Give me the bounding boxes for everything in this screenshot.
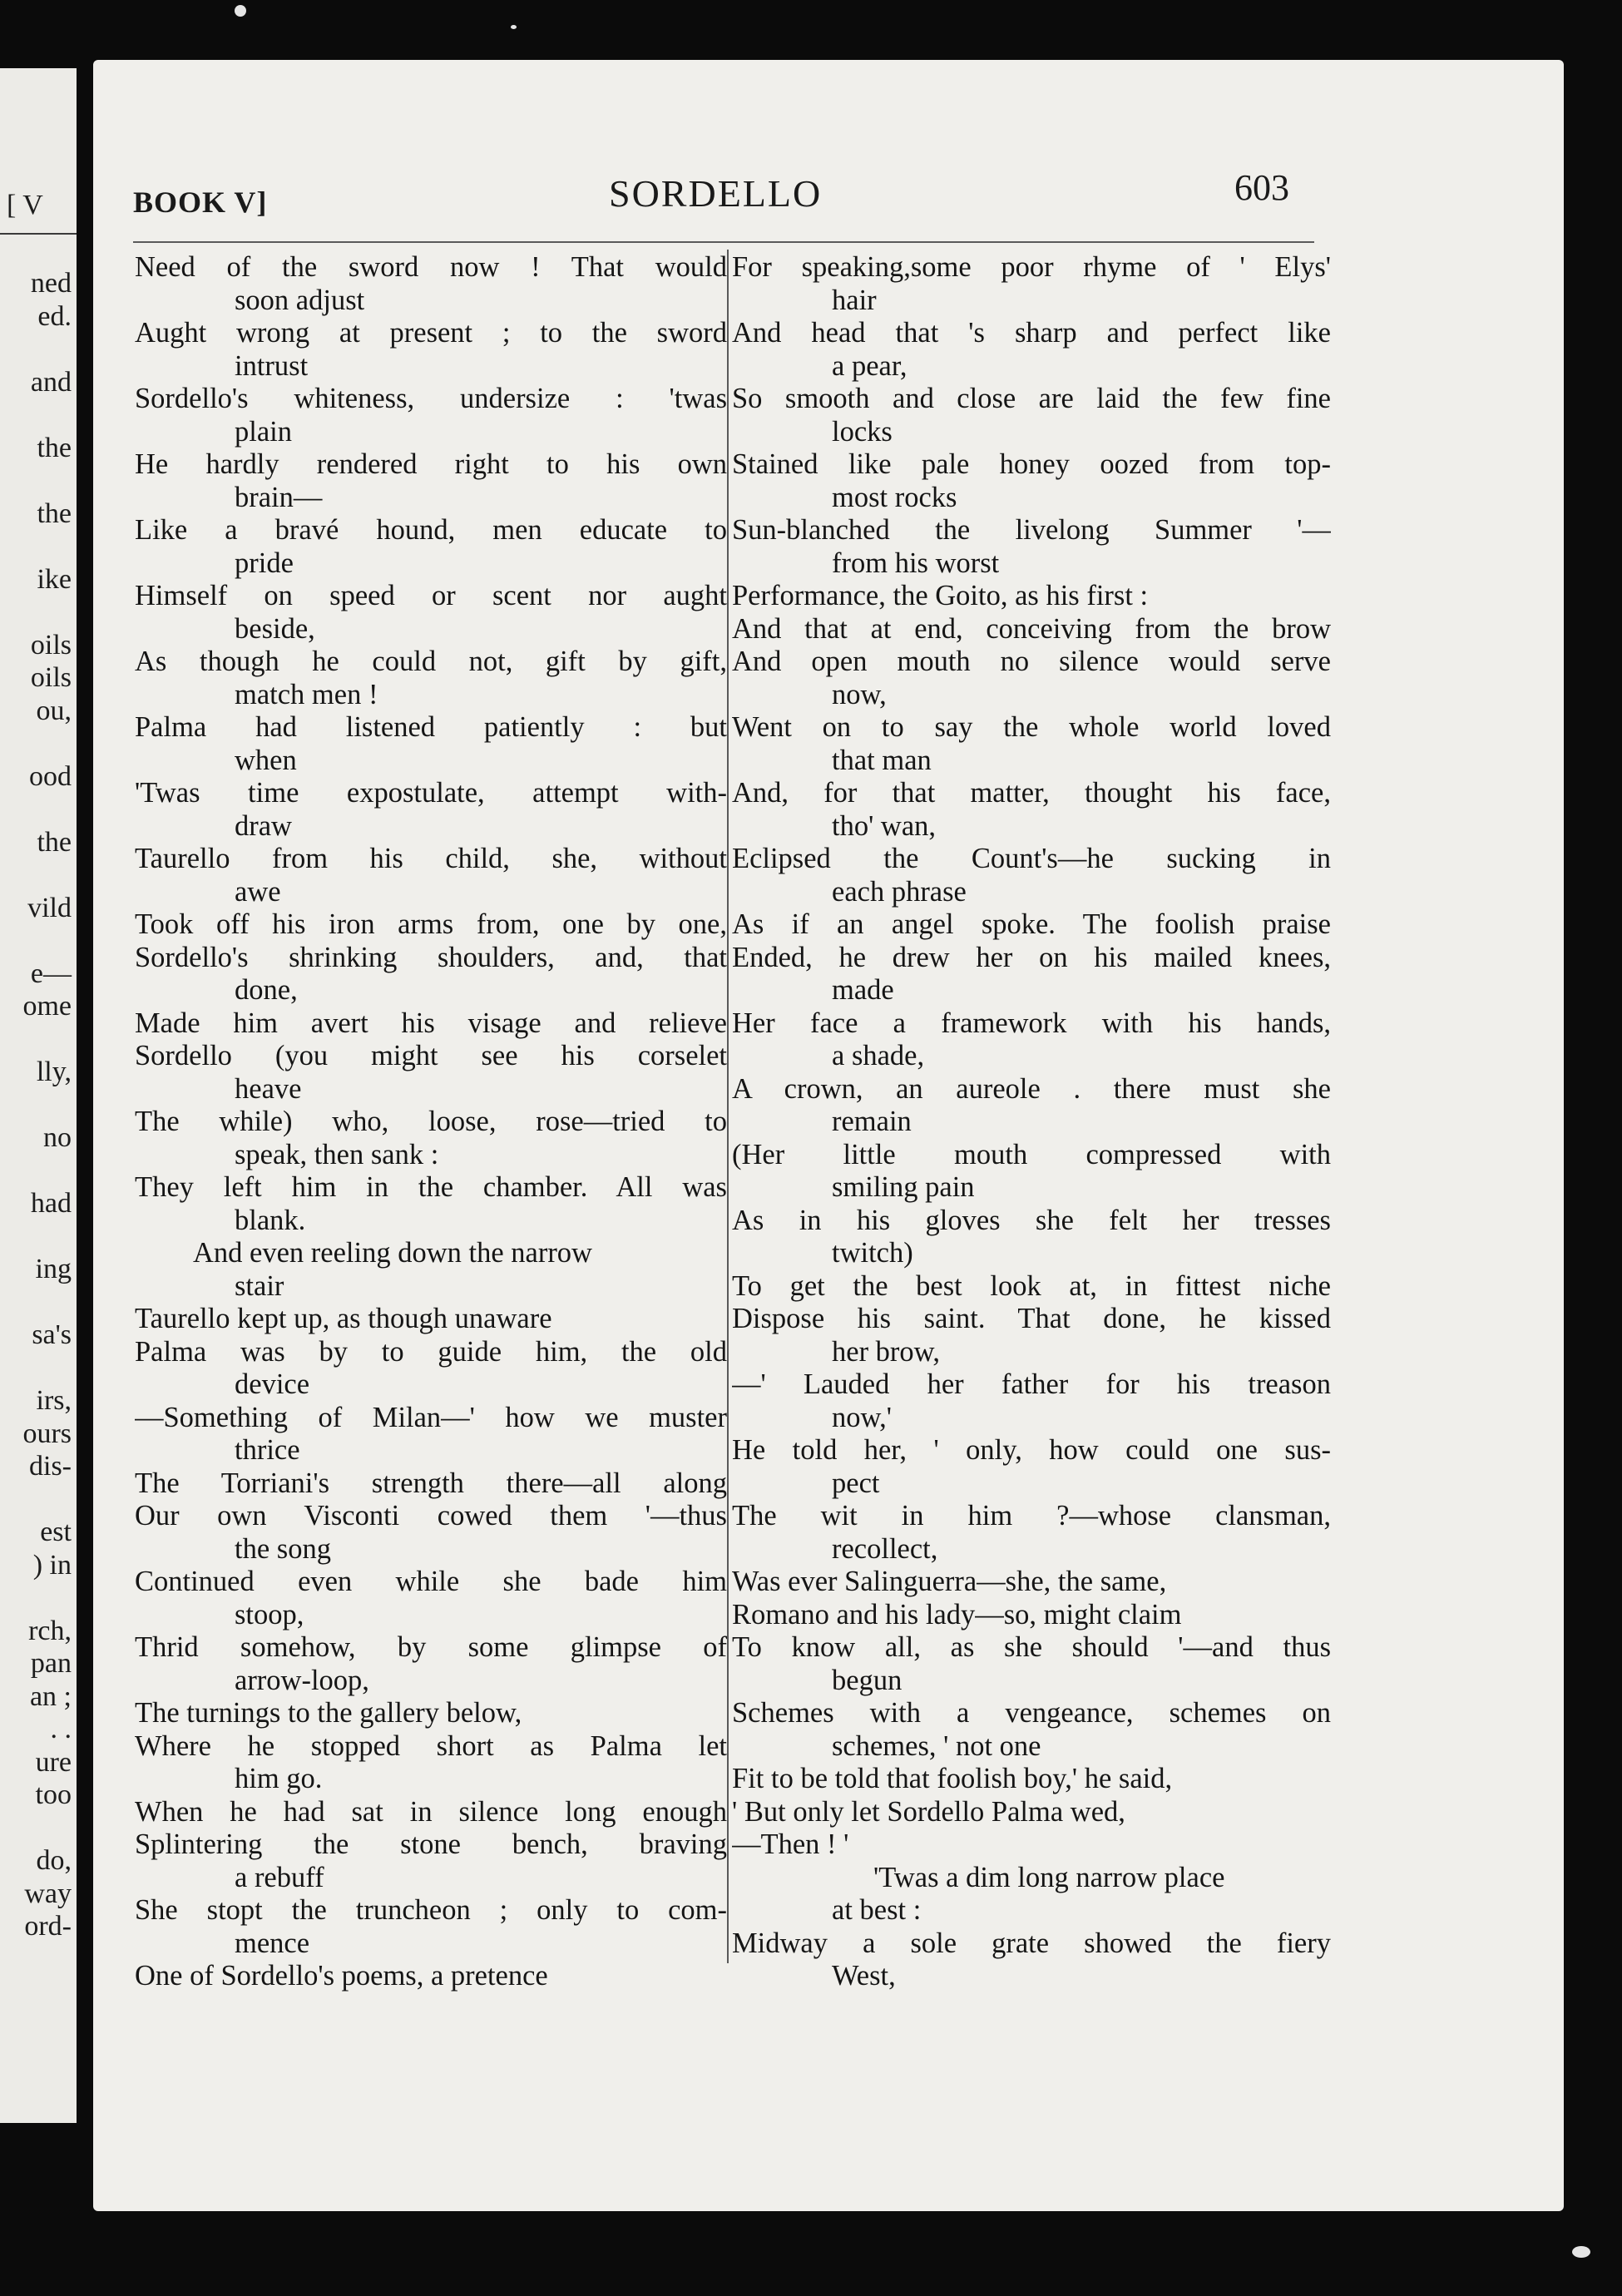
verse-line: a pear,	[832, 349, 907, 382]
facing-page-fragment: . .	[50, 1714, 72, 1744]
verse-line: The Torriani's strength there—all along	[135, 1467, 727, 1499]
verse-line: thrice	[235, 1434, 300, 1466]
verse-line: from his worst	[832, 547, 1000, 579]
facing-page-fragment: ike	[37, 563, 72, 595]
verse-line: Sordello (you might see his corselet	[135, 1040, 727, 1071]
verse-line: him go.	[235, 1763, 323, 1794]
verse-line: soon adjust	[235, 284, 365, 316]
facing-page-fragment: no	[43, 1122, 72, 1153]
dust-speck	[235, 5, 246, 17]
verse-line: pect	[832, 1467, 880, 1499]
verse-line: Taurello from his child, she, without	[135, 843, 727, 874]
verse-line: And even reeling down the narrow	[193, 1237, 592, 1269]
facing-page-strip	[0, 68, 77, 2123]
facing-page-fragment: the	[37, 826, 72, 858]
verse-line: The turnings to the gallery below,	[135, 1697, 522, 1729]
facing-page-fragment: est	[40, 1517, 72, 1547]
facing-page-fragment: too	[35, 1779, 72, 1810]
verse-line: Splintering the stone bench, braving	[135, 1828, 727, 1860]
verse-line: To get the best look at, in fittest niche	[732, 1269, 1331, 1302]
verse-line: a shade,	[832, 1040, 925, 1071]
verse-line: Sun-blanched the livelong Summer '—	[732, 514, 1331, 546]
verse-line: done,	[235, 974, 298, 1006]
verse-line: Palma was by to guide him, the old	[135, 1335, 727, 1368]
verse-line: Continued even while she bade him	[135, 1566, 727, 1597]
facing-page-fragment: ing	[35, 1254, 72, 1284]
verse-line: brain—	[235, 481, 323, 513]
verse-line: 'Twas a dim long narrow place	[873, 1861, 1225, 1893]
facing-page-fragment: e—	[30, 957, 72, 989]
verse-line: Dispose his saint. That done, he kissed	[732, 1303, 1331, 1334]
dust-speck	[1572, 2246, 1590, 2258]
facing-page-rule	[0, 233, 77, 235]
verse-line: They left him in the chamber. All was	[135, 1171, 727, 1203]
verse-line: Ended, he drew her on his mailed knees,	[732, 941, 1331, 973]
verse-line: Himself on speed or scent nor aught	[135, 580, 727, 611]
verse-line: match men !	[235, 678, 378, 710]
verse-line: begun	[832, 1664, 902, 1696]
verse-line: blank.	[235, 1204, 306, 1236]
facing-page-fragment: ure	[35, 1746, 72, 1778]
verse-line: Performance, the Goito, as his first :	[732, 580, 1149, 611]
facing-page-fragment: oils	[30, 662, 72, 693]
verse-line: now,'	[832, 1401, 893, 1433]
facing-page-fragment: the	[37, 497, 72, 529]
facing-page-fragment: pan	[30, 1648, 72, 1679]
verse-line: Made him avert his visage and relieve	[135, 1007, 727, 1039]
verse-line: For speaking,some poor rhyme of ' Elys'	[732, 251, 1331, 283]
facing-page-fragment: rch,	[28, 1615, 72, 1646]
verse-line: Went on to say the whole world loved	[732, 711, 1331, 743]
verse-line: And head that 's sharp and perfect like	[732, 317, 1331, 349]
facing-page-fragment: had	[30, 1188, 72, 1219]
verse-line: ' But only let Sordello Palma wed,	[732, 1795, 1125, 1828]
facing-page-fragment: dis-	[29, 1451, 72, 1482]
verse-line: He hardly rendered right to his own	[135, 448, 727, 480]
verse-line: —' Lauded her father for his treason	[732, 1368, 1331, 1400]
verse-line: Like a bravé hound, men educate to	[135, 514, 727, 546]
verse-line: heave	[235, 1072, 302, 1105]
verse-line: The while) who, loose, rose—tried to	[135, 1106, 727, 1137]
running-head-book: BOOK V]	[133, 186, 268, 219]
verse-line: Taurello kept up, as though unaware	[135, 1303, 552, 1334]
verse-line: at best :	[832, 1894, 922, 1926]
verse-line: remain	[832, 1106, 912, 1137]
verse-line: As though he could not, gift by gift,	[135, 646, 727, 677]
facing-page-fragment: vild	[27, 892, 72, 923]
verse-line: Schemes with a vengeance, schemes on	[732, 1697, 1331, 1729]
facing-page-fragment: oils	[30, 629, 72, 661]
verse-line: And that at end, conceiving from the brow	[732, 612, 1331, 645]
facing-page-fragment: ned	[30, 268, 72, 299]
verse-line: beside,	[235, 612, 315, 645]
verse-line: tho' wan,	[832, 809, 937, 842]
verse-line: As if an angel spoke. The foolish praise	[732, 908, 1331, 940]
facing-page-fragment: ours	[22, 1418, 72, 1449]
verse-line: device	[235, 1368, 310, 1400]
verse-line: speak, then sank :	[235, 1138, 439, 1170]
facing-page-fragment: ) in	[32, 1549, 72, 1581]
facing-page-fragment: ed.	[37, 300, 72, 332]
verse-line: Fit to be told that foolish boy,' he said,	[732, 1763, 1173, 1794]
facing-page-fragment: the	[37, 432, 72, 463]
facing-page-fragment: and	[30, 366, 72, 398]
verse-line: most rocks	[832, 481, 957, 513]
facing-page-fragment: way	[24, 1878, 72, 1909]
dust-speck	[511, 25, 517, 29]
verse-line: now,	[832, 678, 887, 710]
verse-line: stair	[235, 1269, 284, 1302]
verse-line: Sordello's shrinking shoulders, and, that	[135, 941, 727, 973]
verse-line: Midway a sole grate showed the fiery	[732, 1927, 1331, 1959]
verse-line: arrow-loop,	[235, 1664, 369, 1696]
verse-line: So smooth and close are laid the few fine	[732, 383, 1331, 414]
verse-line: Palma had listened patiently : but	[135, 711, 727, 743]
verse-line: Where he stopped short as Palma let	[135, 1729, 727, 1762]
verse-line: (Her little mouth compressed with	[732, 1138, 1331, 1170]
verse-line: To know all, as she should '—and thus	[732, 1631, 1331, 1663]
verse-line: He told her, ' only, how could one sus-	[732, 1434, 1331, 1466]
verse-line: locks	[832, 415, 893, 448]
verse-line: Aught wrong at present ; to the sword	[135, 317, 727, 349]
verse-line: her brow,	[832, 1335, 940, 1368]
facing-page-fragment: ome	[22, 991, 72, 1022]
facing-page-fragment: lly,	[36, 1056, 72, 1087]
verse-line: When he had sat in silence long enough	[135, 1795, 727, 1828]
verse-line: Stained like pale honey oozed from top-	[732, 448, 1331, 480]
facing-page-fragment: sa's	[32, 1319, 72, 1350]
verse-line: —Then ! '	[732, 1828, 849, 1860]
left-verse-column	[135, 251, 727, 1993]
verse-line: pride	[235, 547, 294, 579]
verse-line: intrust	[235, 349, 309, 382]
verse-line: recollect,	[832, 1532, 938, 1565]
verse-line: West,	[832, 1960, 896, 1992]
running-head-rule	[133, 241, 1314, 243]
verse-line: 'Twas time expostulate, attempt with-	[135, 777, 727, 809]
verse-line: that man	[832, 744, 932, 776]
verse-line: a rebuff	[235, 1861, 324, 1893]
verse-line: hair	[832, 284, 877, 316]
page-number: 603	[1234, 167, 1289, 208]
right-verse-column	[732, 251, 1331, 1993]
column-divider	[727, 250, 729, 1963]
verse-line: each phrase	[832, 875, 967, 908]
verse-line: And, for that matter, thought his face,	[732, 777, 1331, 809]
verse-line: stoop,	[235, 1598, 304, 1630]
verse-line: A crown, an aureole . there must she	[732, 1072, 1331, 1105]
facing-page-fragment: ood	[29, 760, 72, 792]
verse-line: Sordello's whiteness, undersize : 'twas	[135, 383, 727, 414]
verse-line: And open mouth no silence would serve	[732, 646, 1331, 677]
verse-line: Romano and his lady—so, might claim	[732, 1598, 1182, 1630]
running-head-title: SORDELLO	[609, 172, 823, 215]
verse-line: mence	[235, 1927, 310, 1959]
verse-line: schemes, ' not one	[832, 1729, 1041, 1762]
facing-page-fragment: an ;	[29, 1680, 72, 1712]
verse-line: Eclipsed the Count's—he sucking in	[732, 843, 1331, 874]
verse-line: when	[235, 744, 297, 776]
verse-line: smiling pain	[832, 1171, 975, 1203]
verse-line: plain	[235, 415, 292, 448]
verse-line: —Something of Milan—' how we muster	[135, 1401, 727, 1433]
verse-line: the song	[235, 1532, 331, 1565]
verse-line: Need of the sword now ! That would	[135, 251, 727, 283]
facing-page-fragment: ord-	[24, 1911, 72, 1942]
verse-line: Her face a framework with his hands,	[732, 1007, 1331, 1039]
verse-line: made	[832, 974, 894, 1006]
facing-page-running-head: [ V	[7, 190, 43, 220]
verse-line: Took off his iron arms from, one by one,	[135, 908, 727, 940]
verse-line: One of Sordello's poems, a pretence	[135, 1960, 548, 1992]
facing-page-fragment: ou,	[36, 695, 72, 726]
facing-page-fragment: irs,	[36, 1385, 72, 1416]
verse-line: Thrid somehow, by some glimpse of	[135, 1631, 727, 1663]
verse-line: Was ever Salinguerra—she, the same,	[732, 1566, 1167, 1597]
verse-line: twitch)	[832, 1237, 913, 1269]
verse-line: Our own Visconti cowed them '—thus	[135, 1500, 727, 1531]
verse-line: As in his gloves she felt her tresses	[732, 1204, 1331, 1236]
verse-line: The wit in him ?—whose clansman,	[732, 1500, 1331, 1531]
verse-line: She stopt the truncheon ; only to com-	[135, 1894, 727, 1926]
verse-line: awe	[235, 875, 281, 908]
verse-line: draw	[235, 809, 292, 842]
facing-page-fragment: do,	[36, 1845, 72, 1876]
